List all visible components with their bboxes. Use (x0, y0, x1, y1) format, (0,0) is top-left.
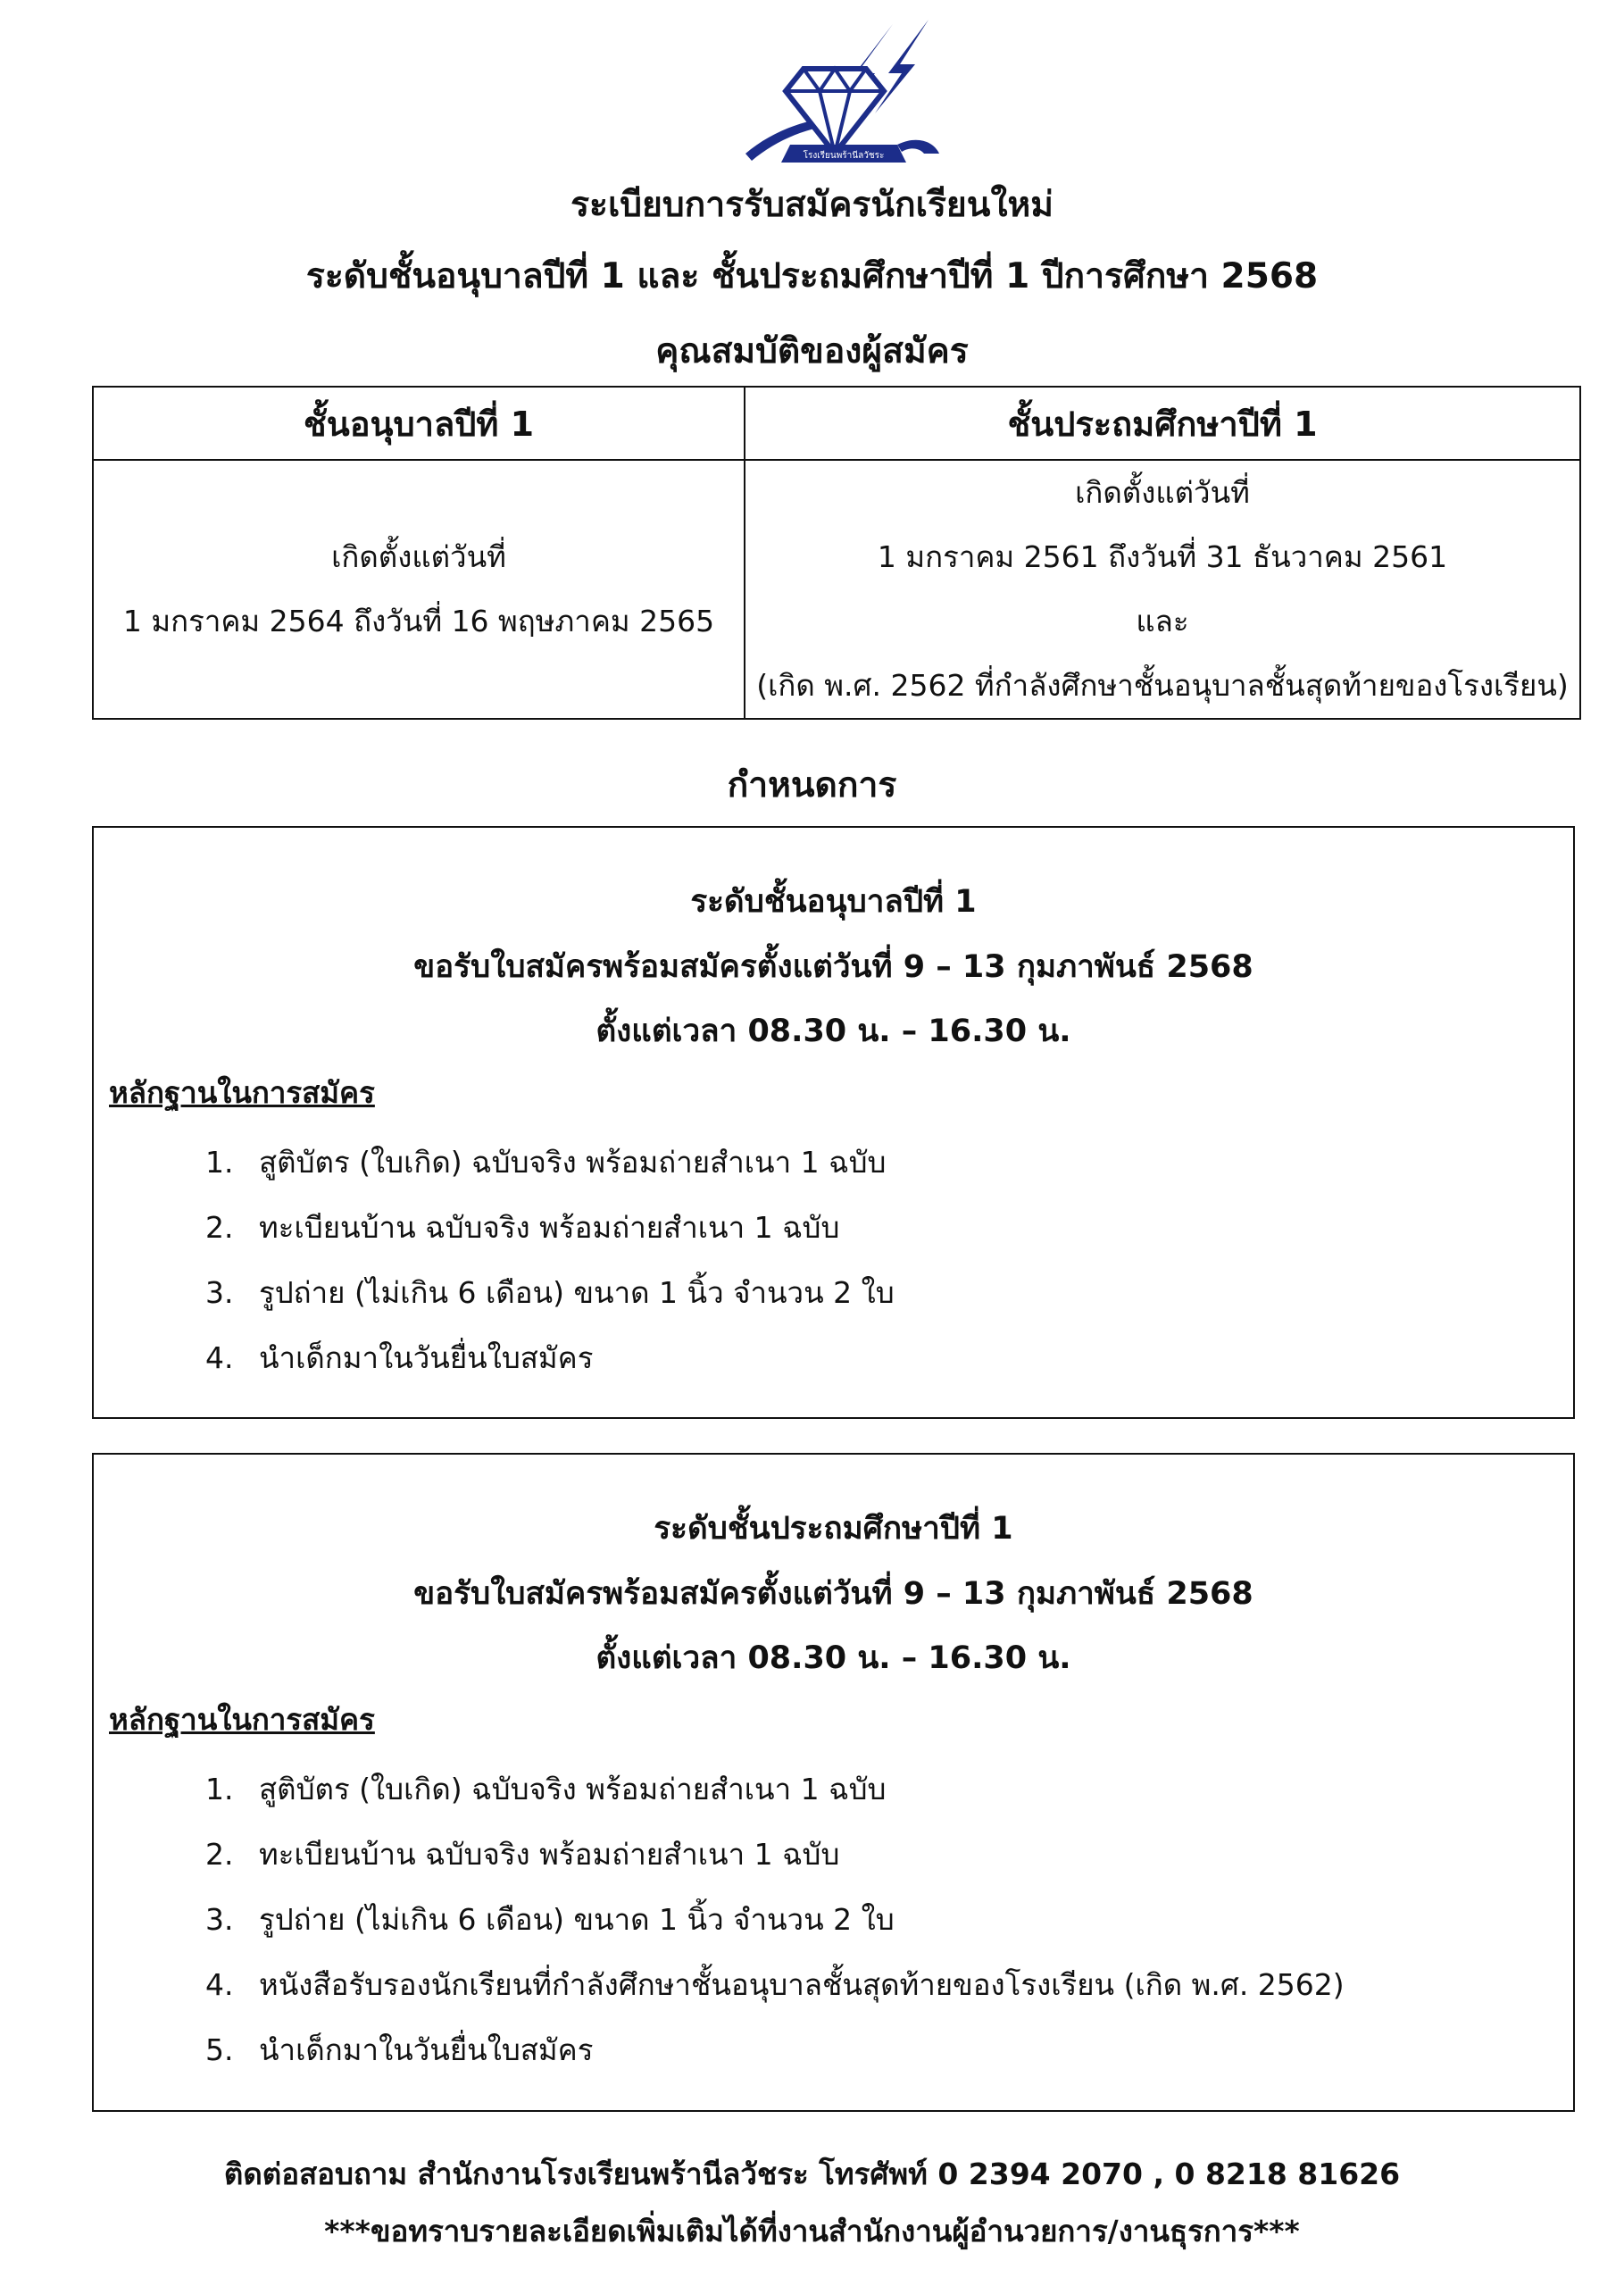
box-apply-time: ตั้งแต่เวลา 08.30 น. – 16.30 น. (595, 1640, 1071, 1676)
kindergarten-qualification (93, 460, 745, 719)
item-number: 3. (205, 1275, 234, 1310)
item-text: รูปถ่าย (ไม่เกิน 6 เดือน) ขนาด 1 นิ้ว จำนวน 2 ใบ (259, 1902, 895, 1937)
item-text: ทะเบียนบ้าน ฉบับจริง พร้อมถ่ายสำเนา 1 ฉบับ (259, 1837, 840, 1872)
item-number: 2. (205, 1210, 234, 1245)
page-subtitle: ระดับชั้นอนุบาลปีที่ 1 และ ชั้นประถมศึกษาปีที่ 1 ปีการศึกษา 2568 (305, 256, 1319, 296)
item-text: รูปถ่าย (ไม่เกิน 6 เดือน) ขนาด 1 นิ้ว จำนวน 2 ใบ (259, 1275, 895, 1310)
list-item (205, 1325, 895, 1390)
kindergarten-heading: ชั้นอนุบาลปีที่ 1 (93, 387, 745, 460)
list-item (205, 1260, 895, 1325)
list-item (205, 1822, 1345, 1887)
item-number: 3. (205, 1902, 234, 1937)
qualification-line: 1 มกราคม 2561 ถึงวันที่ 31 ธันวาคม 2561 (877, 539, 1448, 574)
primary-qualification (745, 460, 1580, 719)
item-number: 4. (205, 1340, 234, 1375)
evidence-heading: หลักฐานในการสมัคร (109, 1702, 375, 1737)
list-item (205, 1887, 1345, 1952)
box-apply-dates: ขอรับใบสมัครพร้อมสมัครตั้งแต่วันที่ 9 – 13 กุมภาพันธ์ 2568 (413, 1576, 1253, 1612)
primary-heading: ชั้นประถมศึกษาปีที่ 1 (745, 387, 1580, 460)
kindergarten-schedule-box (92, 826, 1575, 1419)
qualification-line: เกิดตั้งแต่วันที่ (331, 539, 506, 574)
item-text: นำเด็กมาในวันยื่นใบสมัคร (259, 2032, 594, 2067)
item-text: นำเด็กมาในวันยื่นใบสมัคร (259, 1340, 594, 1375)
box-level: ระดับชั้นประถมศึกษาปีที่ 1 (654, 1511, 1013, 1547)
item-text: สูติบัตร (ใบเกิด) ฉบับจริง พร้อมถ่ายสำเนา 1 ฉบับ (259, 1145, 887, 1180)
item-number: 1. (205, 1772, 234, 1806)
evidence-heading: หลักฐานในการสมัคร (109, 1075, 375, 1110)
primary-schedule-box (92, 1453, 1575, 2112)
box-level: ระดับชั้นอนุบาลปีที่ 1 (690, 884, 977, 920)
qualification-line: (เกิด พ.ศ. 2562 ที่กำลังศึกษาชั้นอนุบาลชั้นสุดท้ายของโรงเรียน) (756, 668, 1569, 703)
contact-info: ติดต่อสอบถาม สำนักงานโรงเรียนพร้านีลวัชระ โทรศัพท์ 0 2394 2070 , 0 8218 81626 (223, 2157, 1401, 2191)
qualifications-title: คุณสมบัติของผู้สมัคร (655, 331, 969, 371)
list-item (205, 1756, 1345, 1822)
page-title: ระเบียบการรับสมัครนักเรียนใหม่ (570, 185, 1054, 225)
evidence-list (205, 1756, 1345, 2082)
item-number: 2. (205, 1837, 234, 1872)
item-text: สูติบัตร (ใบเกิด) ฉบับจริง พร้อมถ่ายสำเนา 1 ฉบับ (259, 1772, 887, 1806)
item-number: 1. (205, 1145, 234, 1180)
evidence-list (205, 1130, 895, 1390)
list-item (205, 2017, 1345, 2082)
item-text: ทะเบียนบ้าน ฉบับจริง พร้อมถ่ายสำเนา 1 ฉบับ (259, 1210, 840, 1245)
school-crest-icon (741, 20, 946, 171)
schedule-title: กำหนดการ (727, 765, 897, 805)
qualification-line: 1 มกราคม 2564 ถึงวันที่ 16 พฤษภาคม 2565 (122, 604, 715, 638)
item-number: 5. (205, 2032, 234, 2067)
item-text: หนังสือรับรองนักเรียนที่กำลังศึกษาชั้นอนุบาลชั้นสุดท้ายของโรงเรียน (เกิด พ.ศ. 2562) (259, 1967, 1345, 2002)
list-item (205, 1952, 1345, 2017)
box-apply-time: ตั้งแต่เวลา 08.30 น. – 16.30 น. (595, 1014, 1071, 1049)
item-number: 4. (205, 1967, 234, 2002)
qualification-line: เกิดตั้งแต่วันที่ (1075, 475, 1250, 510)
list-item (205, 1195, 895, 1260)
qualifications-table (92, 386, 1581, 720)
logo-caption: โรงเรียนพร้านีลวัชระ (803, 151, 885, 161)
footer-note: ***ขอทราบรายละเอียดเพิ่มเติมได้ที่งานสำนักงานผู้อำนวยการ/งานธุรการ*** (324, 2214, 1300, 2248)
list-item (205, 1130, 895, 1195)
qualification-line: และ (1136, 604, 1189, 638)
box-apply-dates: ขอรับใบสมัครพร้อมสมัครตั้งแต่วันที่ 9 – 13 กุมภาพันธ์ 2568 (413, 949, 1253, 985)
